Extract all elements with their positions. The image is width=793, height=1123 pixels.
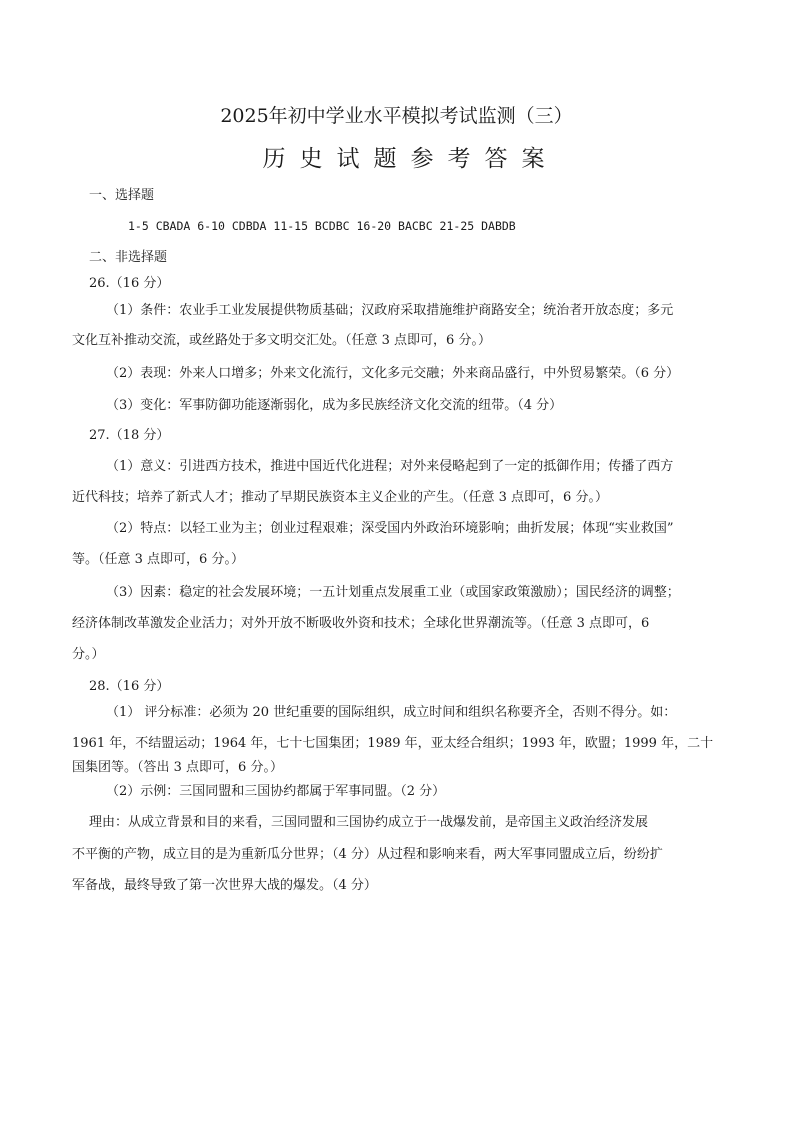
q26-line: （3）变化：军事防御功能逐渐弱化，成为多民族经济文化交流的纽带。（4 分）	[106, 398, 563, 413]
section-heading-multiple-choice: 一、选择题	[89, 188, 155, 203]
q27-line: 近代科技；培养了新式人才；推动了早期民族资本主义企业的产生。（任意 3 点即可，6 分。）	[72, 490, 608, 505]
q26-line: （2）表现：外来人口增多；外来文化流行，文化多元交融；外来商品盛行，中外贸易繁荣。（6 分）	[106, 366, 680, 381]
q28-line: 国集团等。（答出 3 点即可，6 分。）	[72, 760, 283, 775]
q27-line: 经济体制改革激发企业活力；对外开放不断吸收外资和技术；全球化世界潮流等。（任意 3 点即可，6	[72, 616, 650, 631]
q28-line: （2）示例：三国同盟和三国协约都属于军事同盟。（2 分）	[106, 784, 446, 799]
question-28-label: 28.（16 分）	[89, 679, 170, 694]
q28-line: 1961 年，不结盟运动；1964 年，七十七国集团；1989 年，亚太经合组织；1993 年，欧盟；1999 年，二十	[72, 736, 714, 751]
q28-line: 理由：从成立背景和目的来看，三国同盟和三国协约成立于一战爆发前，是帝国主义政治经济发展	[89, 815, 649, 830]
q26-line: 文化互补推动交流，或丝路处于多文明交汇处。（任意 3 点即可，6 分。）	[72, 333, 491, 348]
q27-line: （2）特点：以轻工业为主；创业过程艰难；深受国内外政治环境影响；曲折发展；体现“实业救国”	[106, 521, 674, 536]
q28-line: 不平衡的产物，成立目的是为重新瓜分世界；（4 分）从过程和影响来看，两大军事同盟成立后，纷纷扩	[72, 847, 663, 862]
document-title: 历史试题参考答案	[262, 146, 559, 172]
exam-title: 2025年初中学业水平模拟考试监测（三）	[220, 105, 573, 127]
q27-line: （3）因素：稳定的社会发展环境；一五计划重点发展重工业（或国家政策激励）；国民经济的调整；	[106, 585, 680, 600]
q26-line: （1）条件：农业手工业发展提供物质基础；汉政府采取措施维护商路安全；统治者开放态度；多元	[106, 303, 674, 318]
multiple-choice-answers: 1-5 CBADA 6-10 CDBDA 11-15 BCDBC 16-20 BACBC 21-25 DABDB	[128, 219, 516, 233]
q27-line: 等。（任意 3 点即可，6 分。）	[72, 552, 244, 567]
section-heading-non-choice: 二、非选择题	[89, 250, 168, 265]
q27-line: 分。）	[72, 647, 105, 662]
q28-line: （1） 评分标准：必须为 20 世纪重要的国际组织，成立时间和组织名称要齐全，否则不得分。如：	[106, 705, 677, 720]
q27-line: （1）意义：引进西方技术，推进中国近代化进程；对外来侵略起到了一定的抵御作用；传播了西方	[106, 459, 674, 474]
q28-line: 军备战，最终导致了第一次世界大战的爆发。（4 分）	[72, 878, 377, 893]
question-26-label: 26.（16 分）	[89, 276, 170, 291]
question-27-label: 27.（18 分）	[89, 428, 170, 443]
